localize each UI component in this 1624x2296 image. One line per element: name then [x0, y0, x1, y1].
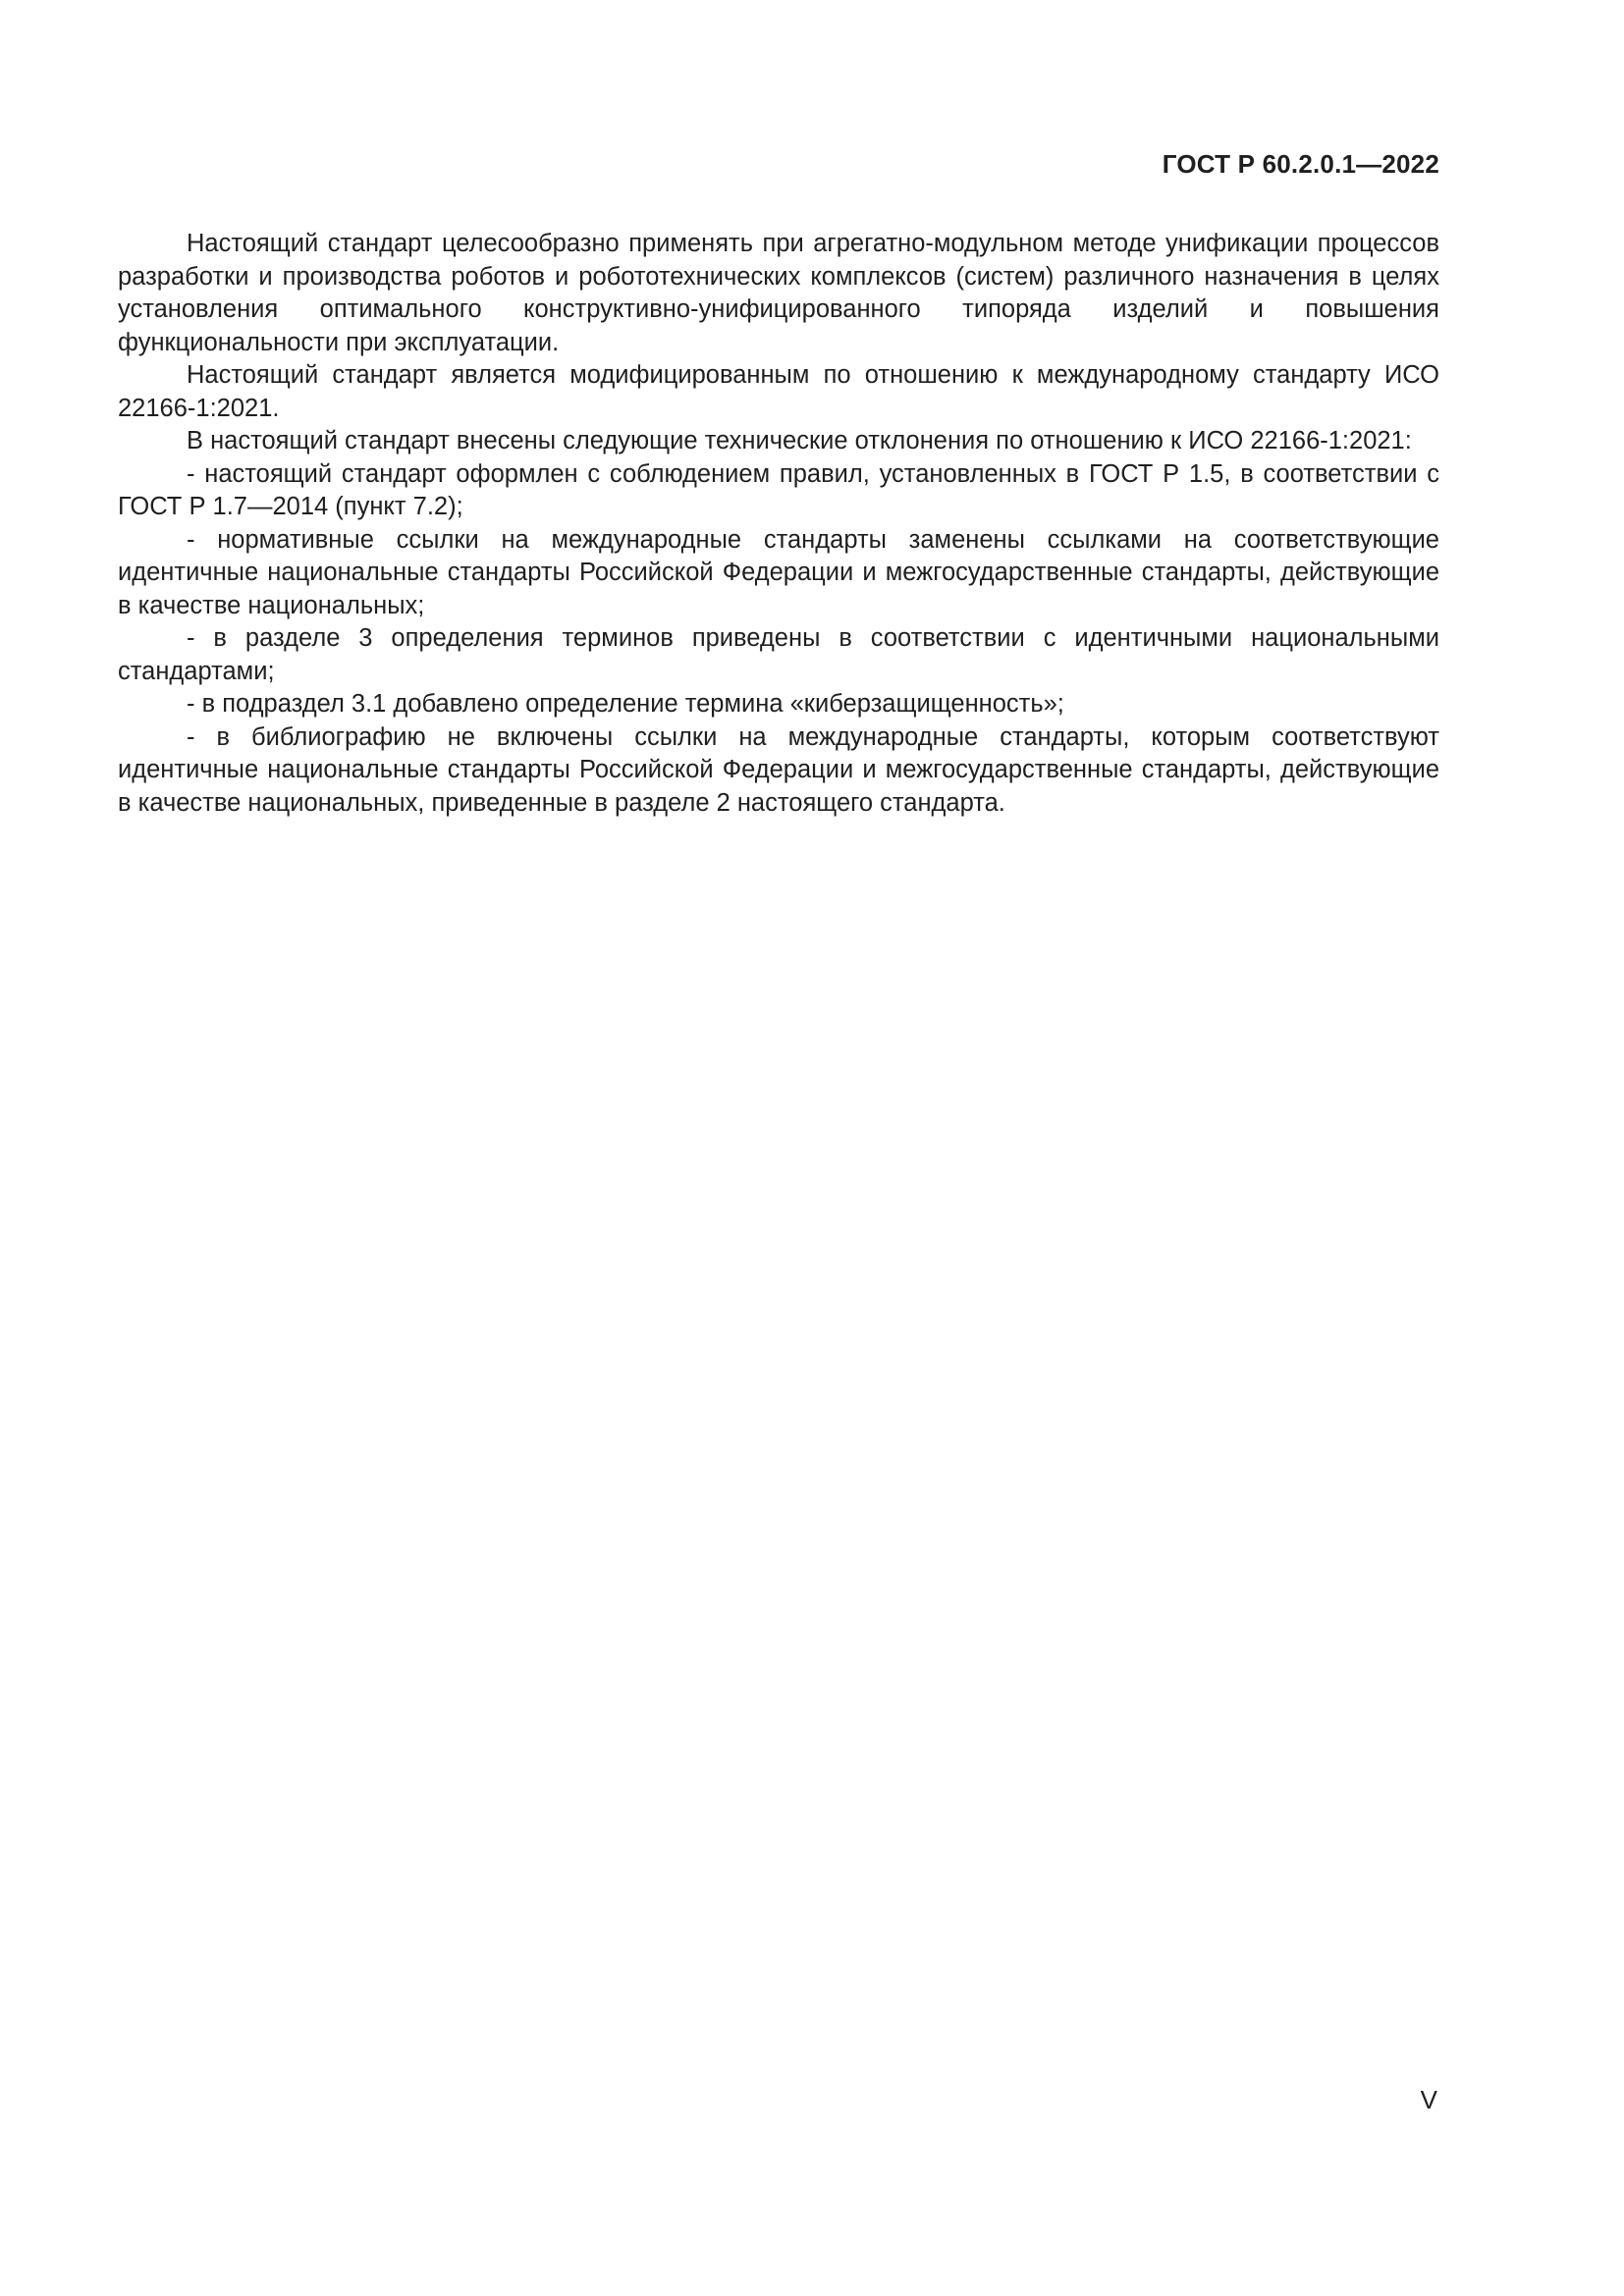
paragraph-deviations-intro: В настоящий стандарт внесены следующие технические отклонения по отношению к ИСО 22166-1:2021: — [187, 427, 1412, 454]
list-item-deviation-bibliography: - в библиографию не включены ссылки на международные стандарты, которым соответствуют идентичные национальные стандарты Российской Федерации и межгосударственные стандарты, действующие в качестве национальных, приведенные в разделе 2 настоящего стандарта. — [118, 722, 1439, 817]
list-item-deviation-references: - нормативные ссылки на международные стандарты заменены ссылками на соответствующие идентичные национальные стандарты Российской Федерации и межгосударственные стандарты, действующие в качестве национальных; — [118, 525, 1439, 619]
document-code-header: ГОСТ Р 60.2.0.1—2022 — [1162, 149, 1439, 179]
list-item-deviation-formatting: - настоящий стандарт оформлен с соблюдением правил, установленных в ГОСТ Р 1.5, в соответствии с ГОСТ Р 1.7—2014 (пункт 7.2); — [118, 459, 1439, 520]
page-number: V — [1420, 2085, 1437, 2114]
paragraph-modification: Настоящий стандарт является модифицированным по отношению к международному стандарту ИСО 22166-1:2021. — [118, 361, 1439, 422]
document-body — [118, 228, 1439, 820]
list-item-deviation-terms: - в разделе 3 определения терминов приведены в соответствии с идентичными национальными стандартами; — [118, 624, 1439, 685]
list-item-deviation-definition: - в подраздел 3.1 добавлено определение термина «киберзащищенность»; — [187, 690, 1064, 718]
paragraph-application: Настоящий стандарт целесообразно применять при агрегатно-модульном методе унификации процессов разработки и производства роботов и робототехнических комплексов (систем) различного назначения в целях установления оптимального конструктивно-унифицированного типоряда изделий и повышения функциональности при эксплуатации. — [118, 230, 1439, 356]
